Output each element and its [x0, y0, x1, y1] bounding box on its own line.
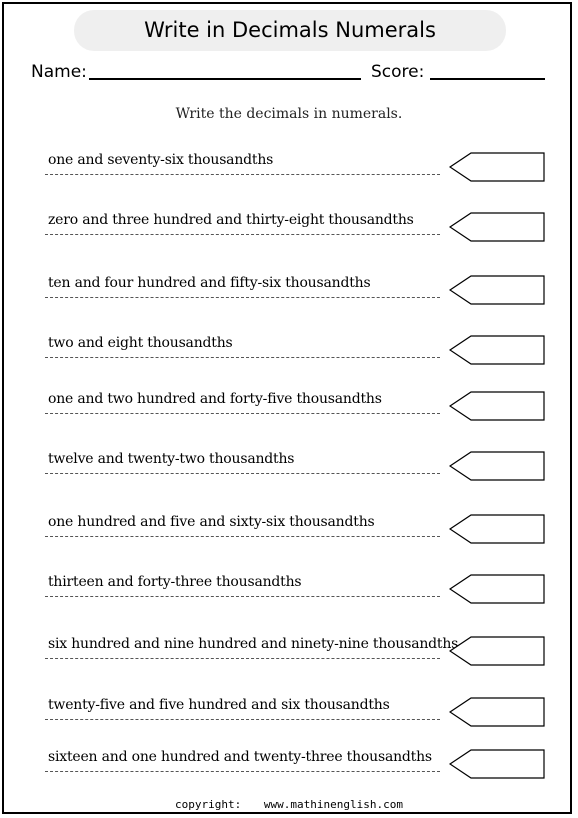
dashed-rule	[45, 658, 440, 659]
exercise-item	[0, 212, 578, 252]
dashed-rule	[45, 297, 440, 298]
exercise-item	[0, 574, 578, 614]
answer-box[interactable]	[449, 749, 545, 779]
answer-box[interactable]	[449, 451, 545, 481]
exercise-item	[0, 697, 578, 737]
footer	[0, 798, 578, 811]
dashed-rule	[45, 234, 440, 235]
dashed-rule	[45, 536, 440, 537]
score-label: Score:	[371, 62, 425, 82]
worksheet-title: Write in Decimals Numerals	[74, 10, 506, 51]
exercise-text: one hundred and five and sixty-six thousandths	[48, 514, 375, 530]
answer-box[interactable]	[449, 212, 545, 242]
answer-box[interactable]	[449, 697, 545, 727]
site-link: www.mathinenglish.com	[263, 798, 403, 811]
dashed-rule	[45, 357, 440, 358]
exercise-text: thirteen and forty-three thousandths	[48, 574, 302, 590]
dashed-rule	[45, 771, 440, 772]
name-score-row	[0, 60, 578, 90]
exercise-item	[0, 391, 578, 431]
answer-box[interactable]	[449, 335, 545, 365]
dashed-rule	[45, 413, 440, 414]
dashed-rule	[45, 596, 440, 597]
exercise-text: twenty-five and five hundred and six thousandths	[48, 697, 390, 713]
answer-box[interactable]	[449, 636, 545, 666]
instructions: Write the decimals in numerals.	[175, 106, 403, 122]
answer-box[interactable]	[449, 152, 545, 182]
exercise-item	[0, 749, 578, 789]
dashed-rule	[45, 174, 440, 175]
exercise-text: one and two hundred and forty-five thousandths	[48, 391, 382, 407]
score-field[interactable]	[430, 78, 545, 80]
exercise-text: one and seventy-six thousandths	[48, 152, 274, 168]
answer-box[interactable]	[449, 514, 545, 544]
exercise-text: twelve and twenty-two thousandths	[48, 451, 295, 467]
exercise-text: two and eight thousandths	[48, 335, 233, 351]
dashed-rule	[45, 473, 440, 474]
exercise-text: ten and four hundred and fifty-six thousandths	[48, 275, 371, 291]
answer-box[interactable]	[449, 391, 545, 421]
exercise-text: sixteen and one hundred and twenty-three thousandths	[48, 749, 432, 765]
name-field[interactable]	[89, 78, 361, 80]
exercise-item	[0, 636, 578, 676]
exercise-text: six hundred and nine hundred and ninety-nine thousandths	[48, 636, 459, 652]
answer-box[interactable]	[449, 275, 545, 305]
exercise-item	[0, 451, 578, 491]
dashed-rule	[45, 719, 440, 720]
copyright-label: copyright:	[175, 798, 242, 811]
name-label: Name:	[31, 62, 87, 82]
exercise-item	[0, 335, 578, 375]
exercise-item	[0, 152, 578, 192]
exercise-item	[0, 275, 578, 315]
exercise-item	[0, 514, 578, 554]
exercise-text: zero and three hundred and thirty-eight thousandths	[48, 212, 414, 228]
answer-box[interactable]	[449, 574, 545, 604]
